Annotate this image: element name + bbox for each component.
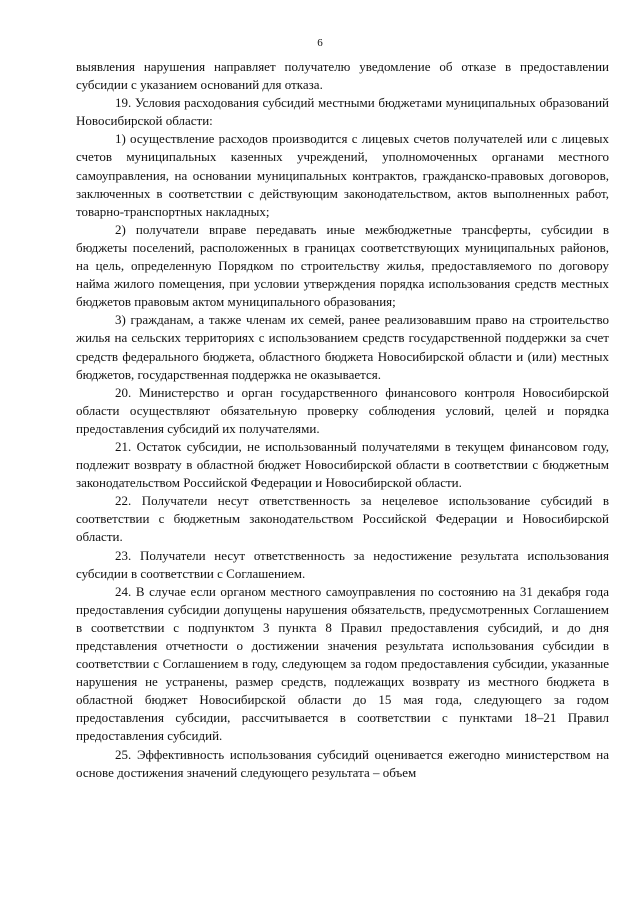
paragraph-19-item-2: 2) получатели вправе передавать иные межбюджетные трансферты, субсидии в бюджеты поселений, расположенных в границах соответствующих муниципальных районов, на цель, определенную Порядком по строительству жилья, предоставляемого по договору найма жилого помещения, при условии утверждения порядка использования средств местных бюджетов правовым актом муниципального образования; xyxy=(76,221,609,310)
paragraph-continuation: выявления нарушения направляет получателю уведомление об отказе в предоставлении субсидии с указанием оснований для отказа. xyxy=(76,59,609,93)
paragraph-24: 24. В случае если органом местного самоуправления по состоянию на 31 декабря года предоставления субсидии допущены нарушения обязательств, предусмотренных Соглашением в соответствии с подпунктом 3 пункта 8 Правил предоставления субсидий, и до дня представления отчетности о достижении значения результата использования субсидии в соответствии с Соглашением в году, следующем за годом предоставления субсидии, указанные нарушения не устранены, размер средств, подлежащих возврату из местного бюджета в областной бюджет Новосибирской области до 15 мая года, следующего за годом предоставления субсидии, рассчитывается в соответствии с пунктами 18–21 Правил предоставления субсидий. xyxy=(76,583,609,744)
paragraph-22: 22. Получатели несут ответственность за нецелевое использование субсидий в соответствии с бюджетным законодательством Российской Федерации и Новосибирской области. xyxy=(76,493,609,545)
paragraph-20: 20. Министерство и орган государственного финансового контроля Новосибирской области осуществляют обязательную проверку соблюдения условий, целей и порядка предоставления субсидий их получателями. xyxy=(76,384,609,436)
page-number: 6 xyxy=(317,37,323,49)
page-body xyxy=(76,58,609,782)
paragraph-23: 23. Получатели несут ответственность за недостижение результата использования субсидии в соответствии с Соглашением. xyxy=(76,547,609,581)
paragraph-19-item-3: 3) гражданам, а также членам их семей, ранее реализовавшим право на строительство жилья на сельских территориях с использованием средств государственной поддержки за счет средств федерального бюджета, областного бюджета Новосибирской области и (или) местных бюджетов, государственная поддержка не оказывается. xyxy=(76,312,609,382)
paragraph-19-item-1: 1) осуществление расходов производится с лицевых счетов получателей или с лицевых счетов муниципальных казенных учреждений, уполномоченных органами местного самоуправления, на основании муниципальных контрактов, гражданско-правовых договоров, заключенных в соответствии с действующим законодательством, актов выполненных работ, товарно-транспортных накладных; xyxy=(76,131,609,219)
paragraph-19: 19. Условия расходования субсидий местными бюджетами муниципальных образований Новосибирской области: xyxy=(76,95,609,129)
paragraph-25: 25. Эффективность использования субсидий оценивается ежегодно министерством на основе достижения значений следующего результата – объем xyxy=(76,746,609,780)
paragraph-21: 21. Остаток субсидии, не использованный получателями в текущем финансовом году, подлежит возврату в областной бюджет Новосибирской области в соответствии с бюджетным законодательством Российской Федерации и Новосибирской области. xyxy=(76,438,609,491)
